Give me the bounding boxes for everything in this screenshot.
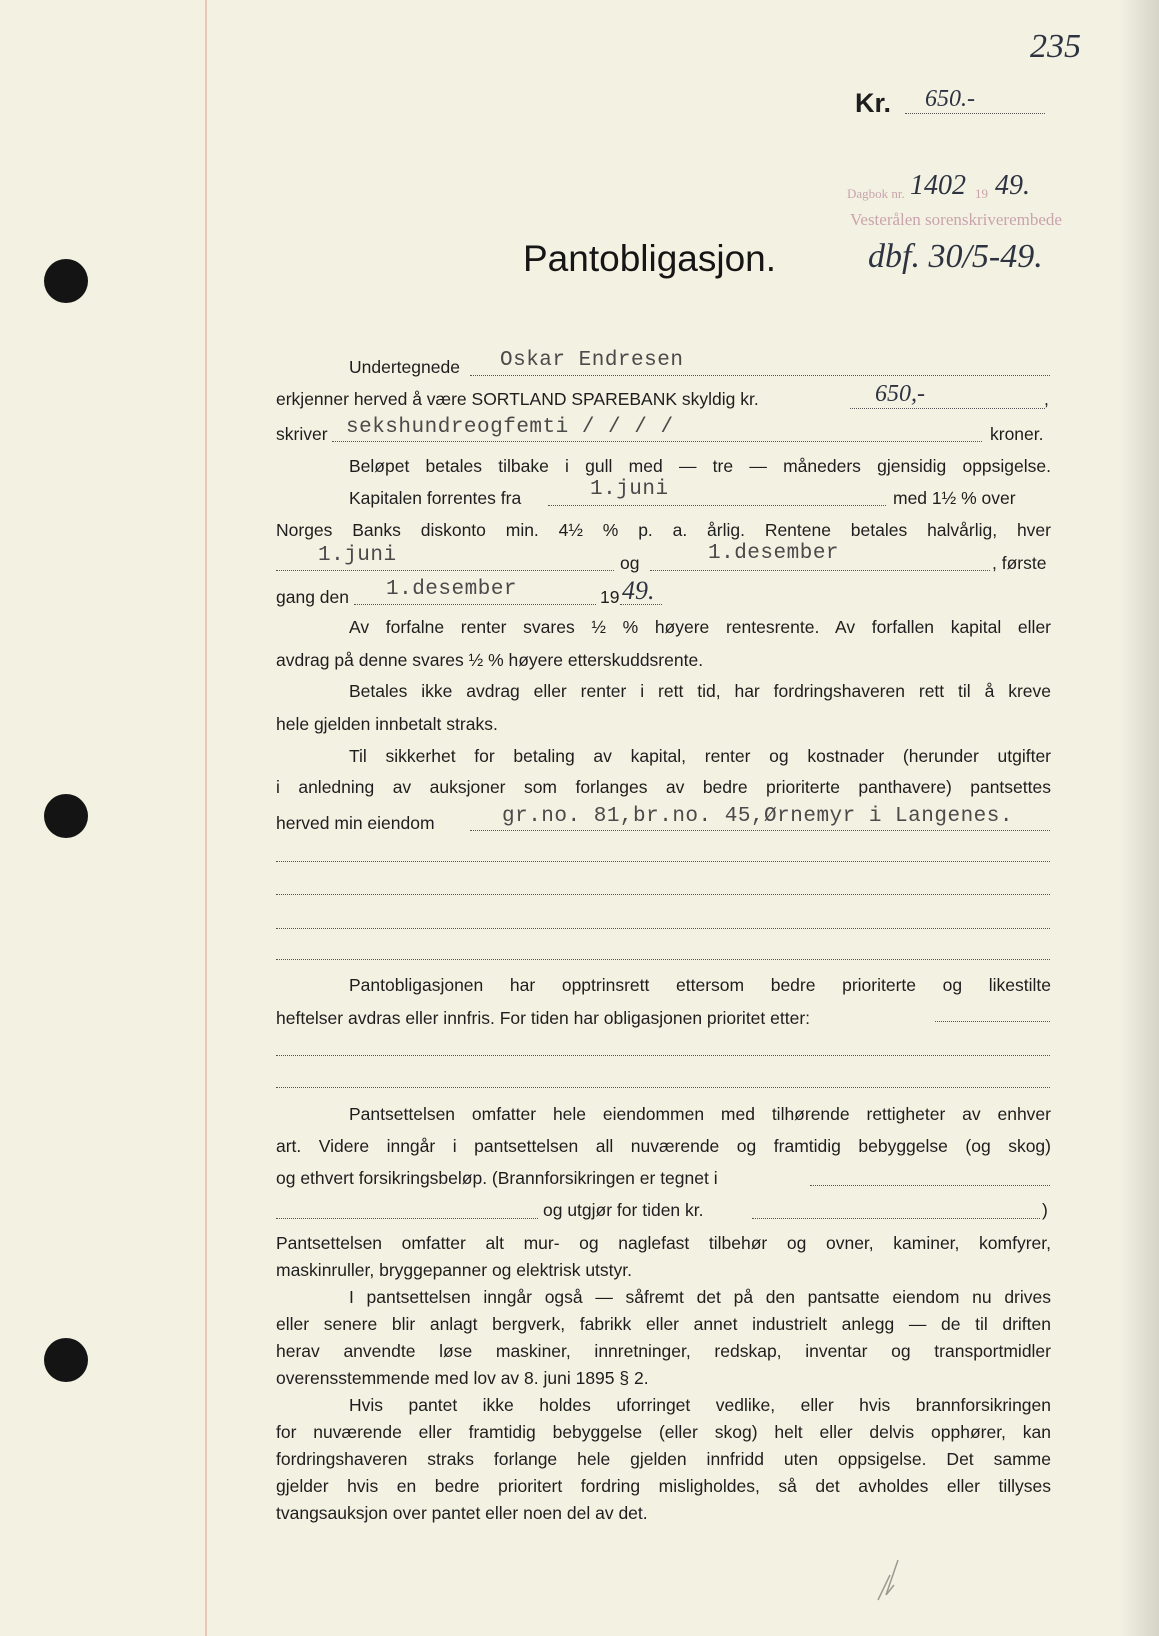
paragraph-line: overensstemmende med lov av 8. juni 1895 § 2. xyxy=(276,1368,649,1388)
og-label: og xyxy=(620,553,640,573)
margin-rule xyxy=(205,0,207,1636)
paragraph-line: og ethvert forsikringsbeløp. (Brannforsikringen er tegnet i xyxy=(276,1168,718,1188)
registry-stamp-prefix: Dagbok nr. xyxy=(847,186,905,201)
paragraph-line: for nuværende eller framtidig bebyggelse (eller skog) helt eller delvis opphører, kan xyxy=(276,1422,1051,1442)
maintenance-paragraph xyxy=(276,1392,1051,1527)
property-line xyxy=(470,830,1050,831)
insurance-amount-line xyxy=(752,1218,1040,1219)
paragraph-line: maskinruller, bryggepanner og elektrisk utstyr. xyxy=(276,1260,632,1280)
paragraph-line: tvangsauksjon over pantet eller noen del av det. xyxy=(276,1503,648,1523)
paragraph-line: herav anvendte løse maskiner, innretninger, redskap, inventar og transportmidler xyxy=(276,1341,1051,1361)
interest-from-label: Kapitalen forrentes fra xyxy=(349,488,522,508)
repayment-terms: Beløpet betales tilbake i gull med — tre — måneders gjensidig oppsigelse. xyxy=(349,456,1051,476)
property-description: gr.no. 81,br.no. 45,Ørnemyr i Langenes. xyxy=(502,805,1013,828)
first-date-line xyxy=(354,604,596,605)
registry-year: 49. xyxy=(995,170,1030,201)
paragraph-line: gjelder hvis en bedre prioritert fordring misligholdes, så det avholdes eller tillyses xyxy=(276,1476,1051,1496)
punch-hole xyxy=(44,259,88,303)
undersigned-label: Undertegnede xyxy=(349,357,460,377)
document-title: Pantobligasjon. xyxy=(523,238,777,279)
scope-paragraph xyxy=(276,1101,1051,1192)
insurance-line xyxy=(276,1218,538,1219)
pay-date-2: 1.desember xyxy=(708,542,840,565)
blank-line xyxy=(276,1087,1050,1088)
registry-number: 1402 xyxy=(910,170,966,201)
registration-note: dbf. 30/5-49. xyxy=(868,238,1043,275)
discount-text: Norges Banks diskonto min. 4½ % p. a. årlig. Rentene betales halvårlig, hver xyxy=(276,520,1051,540)
first-date: 1.desember xyxy=(386,578,518,601)
paragraph-line: Hvis pantet ikke holdes uforringet vedlike, eller hvis brannforsikringen xyxy=(349,1395,1051,1415)
amount-value: 650.- xyxy=(925,86,975,112)
paragraph-line: Av forfalne renter svares ½ % høyere rentesrente. Av forfallen kapital eller xyxy=(349,617,1051,637)
punch-hole xyxy=(44,794,88,838)
punch-hole xyxy=(44,1338,88,1382)
paragraph-line: Til sikkerhet for betaling av kapital, renter og kostnader (herunder utgifter xyxy=(349,746,1051,766)
paragraph-line: Betales ikke avdrag eller renter i rett tid, har fordringshaveren rett til å kreve xyxy=(349,681,1051,701)
blank-line xyxy=(276,861,1050,862)
paragraph-line: heftelser avdras eller innfris. For tiden har obligasjonen prioritet etter: xyxy=(276,1008,811,1028)
default-paragraph xyxy=(276,678,1051,738)
late-interest-paragraph xyxy=(276,614,1051,674)
first-year: 49. xyxy=(622,576,655,605)
page-number: 235 xyxy=(1030,28,1081,65)
kroner-label: kroner. xyxy=(990,424,1044,444)
paragraph-line: Pantsettelsen omfatter hele eiendommen med tilhørende rettigheter av enhver xyxy=(349,1104,1051,1124)
paragraph-line: avdrag på denne svares ½ % høyere etterskuddsrente. xyxy=(276,650,704,670)
amount-words-line xyxy=(332,441,982,442)
insurance-company-line xyxy=(810,1185,1050,1186)
amount-suffix: , xyxy=(1044,389,1049,409)
pay-date-1-line xyxy=(276,570,614,571)
amount-figure: 650,- xyxy=(875,381,925,407)
paragraph-line: art. Videre inngår i pantsettelsen all nuværende og framtidig bebyggelse (og skog) xyxy=(276,1136,1051,1156)
blank-line xyxy=(276,1055,1050,1056)
paragraph-line: fordringshaveren straks forlange hele gjelden innfridd uten oppsigelse. Det samme xyxy=(276,1449,1051,1469)
insurance-amount-label: og utgjør for tiden kr. xyxy=(543,1200,704,1220)
blank-line xyxy=(276,928,1050,929)
registry-stamp-year: 19 xyxy=(975,186,988,201)
industrial-paragraph xyxy=(276,1284,1051,1392)
paragraph-line: I pantsettelsen inngår også — såfremt det på den pantsatte eiendom nu drives xyxy=(349,1287,1051,1307)
amount-label: Kr. xyxy=(855,88,892,118)
amount-figure-line xyxy=(850,408,1045,409)
interest-from-date: 1.juni xyxy=(590,478,669,501)
pencil-mark xyxy=(868,1555,908,1605)
priority-line xyxy=(935,1021,1050,1022)
pay-date-2-line xyxy=(650,570,990,571)
blank-line xyxy=(276,959,1050,960)
blank-line xyxy=(276,894,1050,895)
paragraph-line: i anledning av auksjoner som forlanges av bedre prioriterte panthavere) pantsettes xyxy=(276,777,1051,797)
interest-rate-text: med 1½ % over xyxy=(893,488,1016,508)
fixtures-paragraph xyxy=(276,1230,1051,1284)
amount-line xyxy=(905,113,1045,114)
property-label: herved min eiendom xyxy=(276,813,435,833)
paragraph-line: Pantsettelsen omfatter alt mur- og naglefast tilbehør og ovner, kaminer, komfyrer, xyxy=(276,1233,1051,1253)
security-paragraph xyxy=(276,743,1051,801)
first-label: , første xyxy=(992,553,1047,573)
undersigned-line xyxy=(470,375,1050,376)
writing-label: skriver xyxy=(276,424,328,444)
paragraph-line: eller senere blir anlagt bergverk, fabrikk eller annet industrielt anlegg — de til driften xyxy=(276,1314,1051,1334)
insurance-close: ) xyxy=(1042,1200,1048,1220)
century: 19 xyxy=(600,587,620,607)
amount-words: sekshundreogfemti / / / / xyxy=(346,416,674,439)
first-time-label: gang den xyxy=(276,587,349,607)
paragraph-line: Pantobligasjonen har opptrinsrett ettersom bedre prioriterte og likestilte xyxy=(349,975,1051,995)
paragraph-line: hele gjelden innbetalt straks. xyxy=(276,714,498,734)
interest-from-line xyxy=(548,505,886,506)
undersigned-name: Oskar Endresen xyxy=(500,349,684,372)
registry-office-stamp: Vesterålen sorenskriverembede xyxy=(850,210,1062,229)
acknowledge-text: erkjenner herved å være SORTLAND SPAREBANK skyldig kr. xyxy=(276,389,759,409)
priority-paragraph xyxy=(276,972,1051,1032)
pay-date-1: 1.juni xyxy=(318,544,397,567)
